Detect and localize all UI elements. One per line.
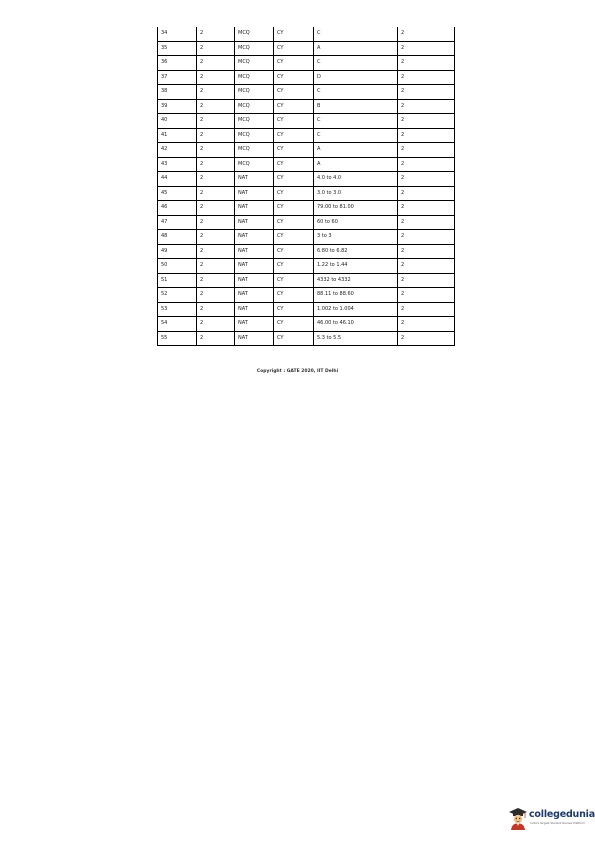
answer-key-cell: C [314, 85, 398, 100]
question-type-cell: NAT [235, 186, 274, 201]
section-cell: 2 [197, 259, 235, 274]
marks-cell: 2 [398, 215, 455, 230]
question-type-cell: MCQ [235, 56, 274, 71]
section-cell: 2 [197, 201, 235, 216]
subject-cell: CY [274, 273, 314, 288]
section-cell: 2 [197, 27, 235, 41]
answer-key-cell: A [314, 157, 398, 172]
marks-cell: 2 [398, 331, 455, 346]
answer-key-cell: 1.002 to 1.004 [314, 302, 398, 317]
table-row [158, 143, 455, 158]
table-row [158, 273, 455, 288]
question-number-cell: 41 [158, 128, 197, 143]
marks-cell: 2 [398, 172, 455, 187]
question-type-cell: NAT [235, 172, 274, 187]
subject-cell: CY [274, 27, 314, 41]
question-number-cell: 43 [158, 157, 197, 172]
answer-key-cell: 60 to 60 [314, 215, 398, 230]
subject-cell: CY [274, 259, 314, 274]
question-type-cell: MCQ [235, 157, 274, 172]
marks-cell: 2 [398, 230, 455, 245]
question-number-cell: 40 [158, 114, 197, 129]
section-cell: 2 [197, 288, 235, 303]
question-number-cell: 34 [158, 27, 197, 41]
answer-key-table [157, 27, 455, 346]
answer-key-cell: 46.00 to 46.10 [314, 317, 398, 332]
subject-cell: CY [274, 302, 314, 317]
table-row [158, 244, 455, 259]
answer-key-cell: 79.00 to 81.00 [314, 201, 398, 216]
table-row [158, 41, 455, 56]
answer-key-cell: B [314, 99, 398, 114]
table-row [158, 288, 455, 303]
section-cell: 2 [197, 186, 235, 201]
table-row [158, 128, 455, 143]
copyright-text: Copyright : GATE 2020, IIT Delhi [256, 369, 339, 374]
question-type-cell: NAT [235, 201, 274, 216]
section-cell: 2 [197, 244, 235, 259]
question-type-cell: MCQ [235, 128, 274, 143]
marks-cell: 2 [398, 56, 455, 71]
table-row [158, 186, 455, 201]
answer-key-cell: 88.11 to 88.60 [314, 288, 398, 303]
subject-cell: CY [274, 288, 314, 303]
answer-key-cell: 4.0 to 4.0 [314, 172, 398, 187]
question-type-cell: MCQ [235, 99, 274, 114]
answer-key-cell: 4332 to 4332 [314, 273, 398, 288]
marks-cell: 2 [398, 70, 455, 85]
table-row [158, 27, 455, 41]
question-number-cell: 35 [158, 41, 197, 56]
marks-cell: 2 [398, 114, 455, 129]
question-number-cell: 36 [158, 56, 197, 71]
marks-cell: 2 [398, 85, 455, 100]
question-type-cell: NAT [235, 259, 274, 274]
table-row [158, 172, 455, 187]
question-number-cell: 55 [158, 331, 197, 346]
question-number-cell: 51 [158, 273, 197, 288]
question-number-cell: 53 [158, 302, 197, 317]
table-row [158, 317, 455, 332]
subject-cell: CY [274, 157, 314, 172]
marks-cell: 2 [398, 128, 455, 143]
section-cell: 2 [197, 273, 235, 288]
table-row [158, 99, 455, 114]
marks-cell: 2 [398, 41, 455, 56]
subject-cell: CY [274, 114, 314, 129]
section-cell: 2 [197, 215, 235, 230]
answer-key-cell: A [314, 41, 398, 56]
section-cell: 2 [197, 114, 235, 129]
table-row [158, 114, 455, 129]
table-row [158, 201, 455, 216]
answer-key-cell: C [314, 114, 398, 129]
marks-cell: 2 [398, 273, 455, 288]
subject-cell: CY [274, 99, 314, 114]
marks-cell: 2 [398, 143, 455, 158]
answer-key-cell: 1.22 to 1.44 [314, 259, 398, 274]
marks-cell: 2 [398, 288, 455, 303]
answer-key-cell: C [314, 56, 398, 71]
question-type-cell: NAT [235, 215, 274, 230]
question-number-cell: 39 [158, 99, 197, 114]
subject-cell: CY [274, 70, 314, 85]
question-type-cell: NAT [235, 273, 274, 288]
section-cell: 2 [197, 128, 235, 143]
subject-cell: CY [274, 143, 314, 158]
section-cell: 2 [197, 99, 235, 114]
logo-tagline: India's largest Student Review Platform [530, 821, 586, 825]
table-row [158, 56, 455, 71]
question-type-cell: MCQ [235, 85, 274, 100]
question-number-cell: 44 [158, 172, 197, 187]
question-number-cell: 46 [158, 201, 197, 216]
question-type-cell: MCQ [235, 27, 274, 41]
subject-cell: CY [274, 244, 314, 259]
question-type-cell: NAT [235, 230, 274, 245]
marks-cell: 2 [398, 317, 455, 332]
answer-key-cell: C [314, 27, 398, 41]
marks-cell: 2 [398, 259, 455, 274]
marks-cell: 2 [398, 244, 455, 259]
subject-cell: CY [274, 172, 314, 187]
answer-key-cell: 6.80 to 6.82 [314, 244, 398, 259]
section-cell: 2 [197, 172, 235, 187]
subject-cell: CY [274, 85, 314, 100]
graduate-mascot-icon [508, 806, 528, 830]
marks-cell: 2 [398, 302, 455, 317]
subject-cell: CY [274, 201, 314, 216]
table-row [158, 259, 455, 274]
question-type-cell: NAT [235, 317, 274, 332]
logo-wordmark: collegedunia [529, 809, 595, 820]
section-cell: 2 [197, 143, 235, 158]
collegedunia-logo[interactable] [508, 805, 595, 833]
section-cell: 2 [197, 317, 235, 332]
marks-cell: 2 [398, 157, 455, 172]
section-cell: 2 [197, 157, 235, 172]
table-row [158, 85, 455, 100]
table-row [158, 215, 455, 230]
question-type-cell: MCQ [235, 143, 274, 158]
answer-key-cell: 5.3 to 5.5 [314, 331, 398, 346]
table-row [158, 302, 455, 317]
question-type-cell: MCQ [235, 114, 274, 129]
subject-cell: CY [274, 331, 314, 346]
subject-cell: CY [274, 128, 314, 143]
question-number-cell: 45 [158, 186, 197, 201]
subject-cell: CY [274, 317, 314, 332]
question-type-cell: NAT [235, 288, 274, 303]
question-number-cell: 47 [158, 215, 197, 230]
section-cell: 2 [197, 302, 235, 317]
subject-cell: CY [274, 41, 314, 56]
marks-cell: 2 [398, 27, 455, 41]
answer-key-cell: 3 to 3 [314, 230, 398, 245]
question-number-cell: 38 [158, 85, 197, 100]
question-number-cell: 42 [158, 143, 197, 158]
answer-key-cell: 3.0 to 3.0 [314, 186, 398, 201]
answer-key-table-body [158, 27, 455, 346]
question-number-cell: 49 [158, 244, 197, 259]
question-number-cell: 52 [158, 288, 197, 303]
question-number-cell: 48 [158, 230, 197, 245]
question-type-cell: NAT [235, 302, 274, 317]
subject-cell: CY [274, 56, 314, 71]
question-number-cell: 50 [158, 259, 197, 274]
section-cell: 2 [197, 70, 235, 85]
marks-cell: 2 [398, 99, 455, 114]
subject-cell: CY [274, 230, 314, 245]
answer-key-cell: C [314, 128, 398, 143]
table-row [158, 70, 455, 85]
subject-cell: CY [274, 186, 314, 201]
section-cell: 2 [197, 85, 235, 100]
table-row [158, 230, 455, 245]
subject-cell: CY [274, 215, 314, 230]
section-cell: 2 [197, 56, 235, 71]
table-row [158, 331, 455, 346]
question-type-cell: NAT [235, 331, 274, 346]
marks-cell: 2 [398, 201, 455, 216]
question-number-cell: 54 [158, 317, 197, 332]
question-type-cell: NAT [235, 244, 274, 259]
section-cell: 2 [197, 331, 235, 346]
section-cell: 2 [197, 41, 235, 56]
question-type-cell: MCQ [235, 41, 274, 56]
answer-key-cell: D [314, 70, 398, 85]
section-cell: 2 [197, 230, 235, 245]
marks-cell: 2 [398, 186, 455, 201]
table-row [158, 157, 455, 172]
question-number-cell: 37 [158, 70, 197, 85]
question-type-cell: MCQ [235, 70, 274, 85]
answer-key-cell: A [314, 143, 398, 158]
